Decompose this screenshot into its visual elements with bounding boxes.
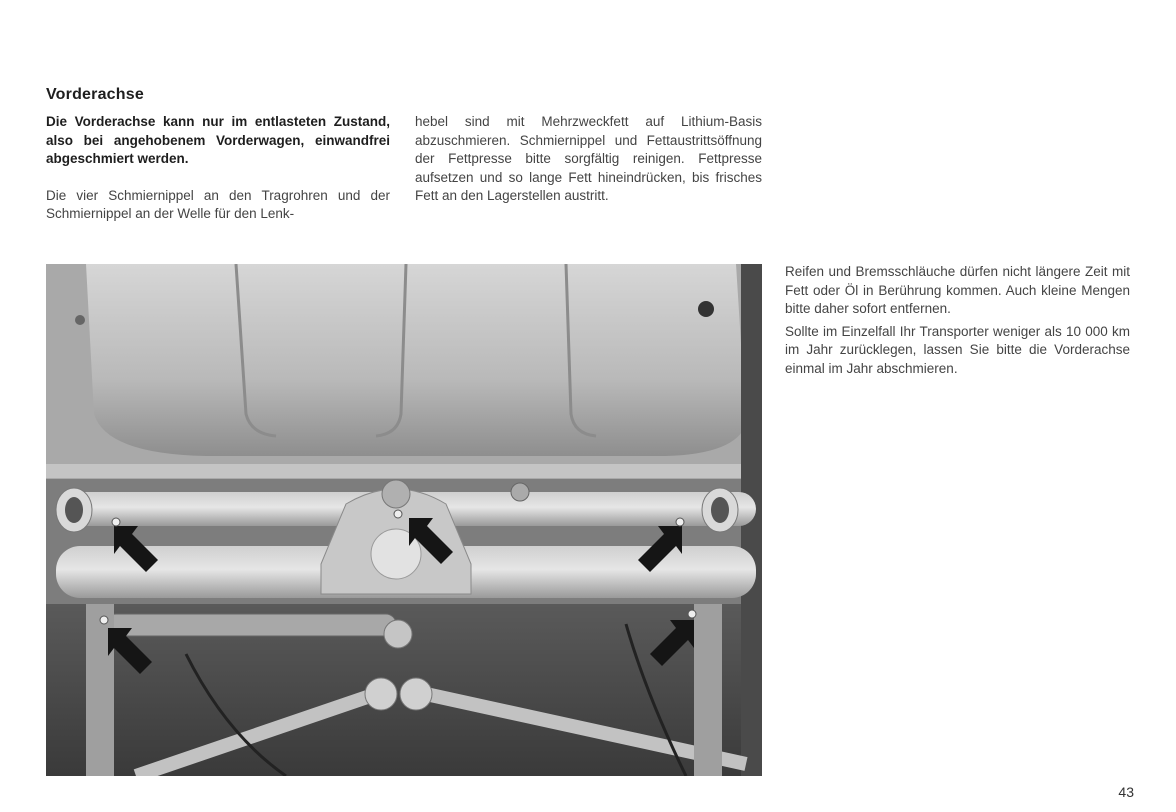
text-column-right	[785, 263, 1130, 379]
front-axle-photo	[46, 264, 762, 776]
sidenote-paragraph-2: Sollte im Einzelfall Ihr Transporter weniger als 10 000 km im Jahr zurücklegen, lassen Sie bitte die Vorderachse einmal im Jahr abschmieren.	[785, 323, 1130, 376]
text-column-middle	[415, 113, 762, 206]
text-column-left	[46, 113, 390, 224]
sidenote-paragraph-1: Reifen und Bremsschläuche dürfen nicht längere Zeit mit Fett oder Öl in Berührung kommen. Auch kleine Mengen bitte daher sofort entfernen.	[785, 264, 1130, 317]
body-paragraph-part1: Die vier Schmiernippel an den Tragrohren und der Schmiernippel an der Welle für den Lenk-	[46, 187, 390, 222]
lead-paragraph: Die Vorderachse kann nur im entlasteten Zustand, also bei angehobenem Vorderwagen, einwandfrei abgeschmiert werden.	[46, 114, 390, 167]
section-heading: Vorderachse	[46, 86, 144, 103]
page-number: 43	[1118, 784, 1134, 800]
body-paragraph-part2: hebel sind mit Mehrzweckfett auf Lithium-Basis abzuschmieren. Schmiernippel und Fettaustrittsöffnung der Fettpresse bitte sorgfältig reinigen. Fettpresse aufsetzen und so lange Fett hineindrücken, bis frisches Fett an den Lagerstellen austritt.	[415, 114, 762, 204]
